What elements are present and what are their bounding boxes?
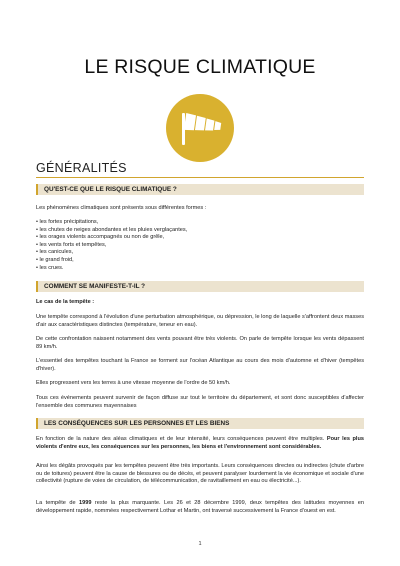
heading-label: LES CONSÉQUENCES SUR LES PERSONNES ET LES BIENS — [44, 420, 230, 427]
section-heading-consequences — [36, 418, 364, 429]
heading-label: COMMENT SE MANIFESTE-T-IL ? — [44, 283, 146, 290]
windsock-icon — [165, 93, 235, 163]
paragraph — [36, 500, 364, 515]
phenomena-list — [36, 219, 364, 272]
page-number: 1 — [198, 541, 202, 547]
paragraph-text: La tempête de — [36, 500, 79, 506]
list-item: • les fortes précipitations, — [36, 219, 99, 225]
section-heading-manifestation — [36, 281, 364, 292]
highlighted-year: 1999 — [79, 500, 92, 506]
paragraph: Une tempête correspond à l'évolution d'une perturbation atmosphérique, ou dépression, le long de laquelle s'affrontent deux masses d'air aux caractéristiques distinctes (température, teneur en eau). — [36, 314, 364, 328]
list-item: • les vents forts et tempêtes, — [36, 241, 107, 248]
paragraph-text: En fonction de la nature des aléas climatiques et de leur intensité, leurs conséquences peuvent être multiples. — [36, 436, 325, 442]
section-heading-risk-definition — [36, 184, 364, 195]
subheading: Le cas de la tempête : — [36, 299, 95, 305]
section-title: GÉNÉRALITÉS — [36, 161, 127, 175]
list-item: • les crues. — [36, 264, 64, 271]
list-item: • les chutes de neiges abondantes et les pluies verglaçantes, — [36, 226, 188, 233]
list-item: • les canicules, — [36, 249, 74, 256]
paragraph — [36, 436, 364, 451]
list-item: • le grand froid, — [36, 256, 74, 263]
heading-label: QU'EST-CE QUE LE RISQUE CLIMATIQUE ? — [44, 186, 177, 193]
paragraph: Ainsi les dégâts provoqués par les tempêtes peuvent être très importants. Leurs conséquences directes ou indirectes (chute d'arbre ou de toitures) peuvent être la cause de blessures ou de décès, et peuvent paralyser lourdement la vie économique et sociale d'une collectivité (rupture de voies de circulation, de télécommunication, de ravitaillement en eau ou électricité...). — [36, 463, 364, 485]
paragraph: L'essentiel des tempêtes touchant la France se forment sur l'océan Atlantique au cours des mois d'automne et d'hiver (tempêtes d'hiver). — [36, 358, 364, 372]
paragraph: De cette confrontation naissent notamment des vents pouvant être très violents. On parle de tempête lorsque les vents dépassent 89 km/h. — [36, 336, 364, 350]
section-divider — [36, 177, 364, 178]
paragraph: Les phénomènes climatiques sont présents sous différentes formes : — [36, 205, 207, 211]
paragraph: Tous ces événements peuvent survenir de façon diffuse sur tout le territoire du département, et sont donc susceptibles d'affecter l'ensemble des communes mayennaises — [36, 395, 364, 409]
list-item: • les orages violents accompagnés ou non de grêle, — [36, 234, 165, 241]
page-title: LE RISQUE CLIMATIQUE — [84, 56, 316, 78]
paragraph-bold-text: Pour les plus violents d'entre eux, les conséquences sur les personnes, les biens et l'environnement sont considérables. — [36, 436, 364, 450]
paragraph-text: reste la plus marquante. Les 26 et 28 décembre 1999, deux tempêtes des latitudes moyennes en développement rapide, nommées respectivement Lothar et Martin, ont traversé successivement la France d'ouest en est. — [36, 500, 364, 514]
paragraph: Elles progressent vers les terres à une vitesse moyenne de l'ordre de 50 km/h. — [36, 380, 231, 386]
